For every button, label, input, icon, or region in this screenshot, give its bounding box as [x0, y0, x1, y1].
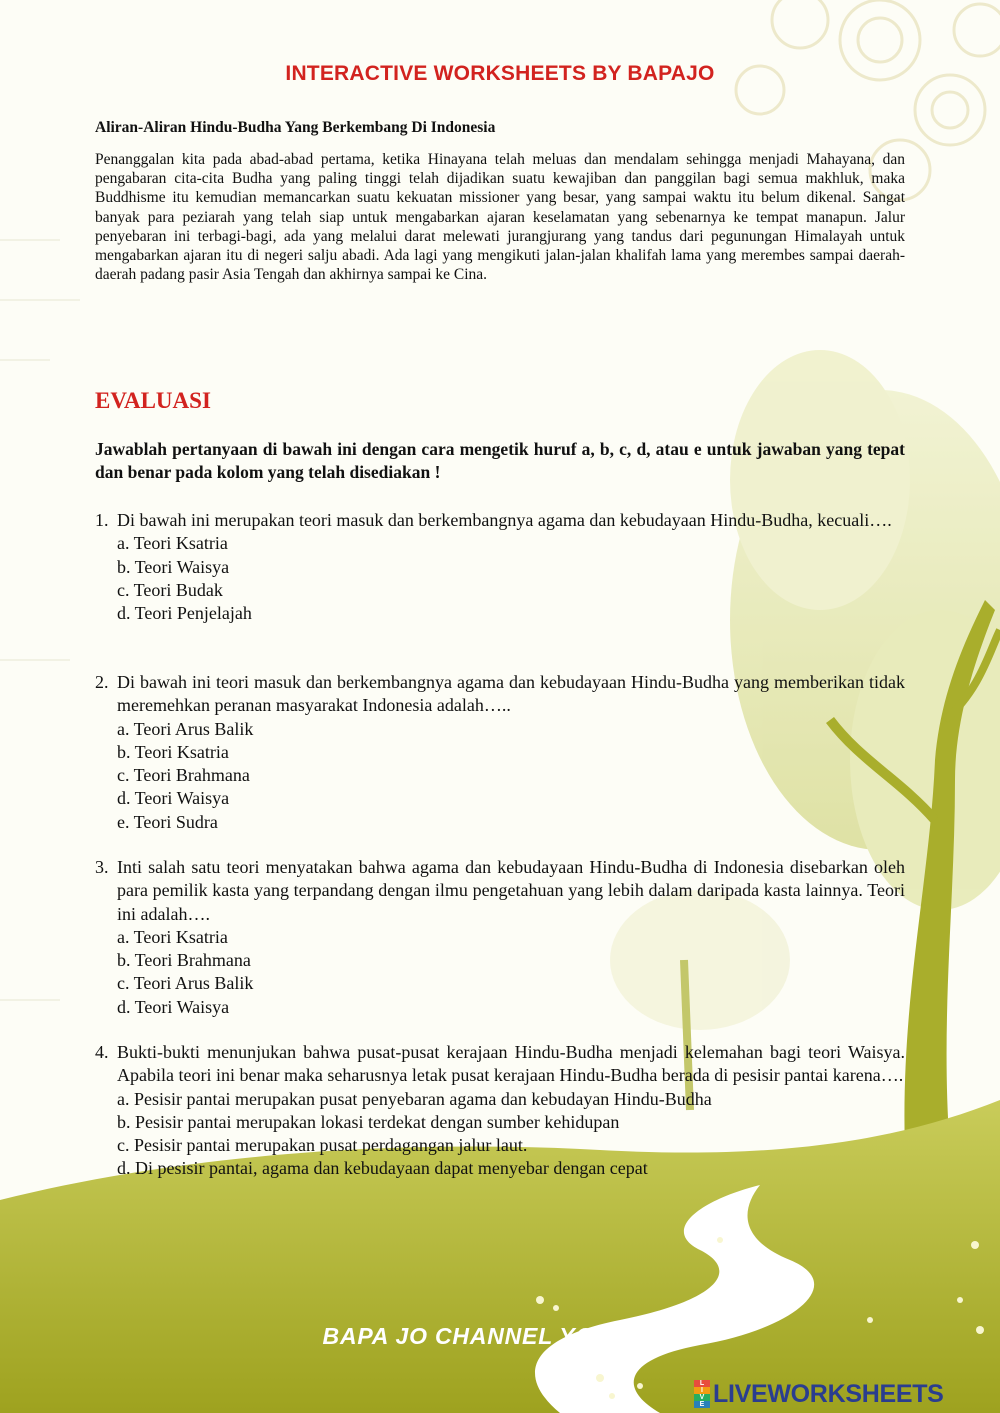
- question-1: [95, 509, 905, 625]
- option-b: b. Teori Ksatria: [117, 741, 229, 762]
- question-number: 2.: [95, 672, 109, 692]
- option-a: a. Teori Ksatria: [117, 926, 228, 947]
- option-d: d. Di pesisir pantai, agama dan kebudayaan dapat menyebar dengan cepat: [117, 1158, 648, 1179]
- badge-letter: L: [694, 1380, 710, 1387]
- badge-letter: V: [694, 1394, 710, 1401]
- option-d: d. Teori Waisya: [117, 788, 230, 809]
- option-d: d. Teori Waisya: [117, 996, 230, 1017]
- footer-channel-text: BAPA JO CHANNEL YOUTUBE: [322, 1323, 678, 1349]
- option-list: [95, 926, 905, 1019]
- badge-letter: I: [694, 1387, 710, 1394]
- option-b: b. Teori Waisya: [117, 556, 230, 577]
- reading-paragraph: Penanggalan kita pada abad-abad pertama, ketika Hinayana telah meluas dan mendalam sehingga menjadi Mahayana, dan pengabaran cita-cita Budha yang paling tinggi telah dijadikan suatu kewajiban dan panggilan bagi semua makhluk, maka Buddhisme itu kemudian memancarkan suatu kekuatan missioner yang besar, yang sampai waktu itu belum dikenal. Sangat banyak para peziarah yang telah siap untuk mengabarkan ajaran keselamatan yang sebenarnya ke tempat manapun. Jalur penyebaran ini terbagi-bagi, ada yang melalui darat melewati jurangjurang yang tandus dari pegunungan Himalayah untuk mengabarkan ajaran itu di negeri salju abadi. Ada lagi yang mengikuti jalan-jalan khalifah lama yang merembes sampai daerah-daerah padang pasir Asia Tengah dan akhirnya sampai ke Cina.: [95, 151, 905, 284]
- option-c: c. Pesisir pantai merupakan pusat perdagangan jalur laut.: [117, 1135, 528, 1156]
- question-4: [95, 1041, 905, 1181]
- evaluation-title: EVALUASI: [95, 388, 211, 413]
- option-d: d. Teori Penjelajah: [117, 603, 252, 624]
- question-text: Bukti-bukti menunjukan bahwa pusat-pusat kerajaan Hindu-Budha menjadi kelemahan bagi teori Waisya. Apabila teori ini benar maka seharusnya letak pusat kerajaan Hindu-Budha berada di pesisir pantai karena….: [117, 1042, 905, 1086]
- logo-text: LIVEWORKSHEETS: [713, 1379, 944, 1408]
- option-a: a. Teori Arus Balik: [117, 718, 254, 739]
- question-text: Di bawah ini merupakan teori masuk dan berkembangnya agama dan kebudayaan Hindu-Budha, kecuali….: [117, 510, 892, 530]
- liveworksheets-logo[interactable]: [694, 1380, 944, 1408]
- option-list: [95, 1088, 905, 1181]
- live-badge-icon: [694, 1380, 710, 1408]
- option-c: c. Teori Brahmana: [117, 765, 250, 786]
- option-c: c. Teori Arus Balik: [117, 973, 254, 994]
- option-b: b. Teori Brahmana: [117, 950, 251, 971]
- question-text: Inti salah satu teori menyatakan bahwa agama dan kebudayaan Hindu-Budha di Indonesia disebarkan oleh para pemilik kasta yang terpandang dengan ilmu pengetahuan yang lebih dalam daripada kasta lainnya. Teori ini adalah….: [117, 857, 905, 924]
- question-2: [95, 671, 905, 834]
- option-a: a. Teori Ksatria: [117, 533, 228, 554]
- question-number: 1.: [95, 510, 109, 530]
- option-a: a. Pesisir pantai merupakan pusat penyebaran agama dan kebudayan Hindu-Budha: [117, 1088, 712, 1109]
- question-number: 4.: [95, 1042, 109, 1062]
- question-number: 3.: [95, 857, 109, 877]
- option-b: b. Pesisir pantai merupakan lokasi terdekat dengan sumber kehidupan: [117, 1111, 620, 1132]
- option-c: c. Teori Budak: [117, 579, 223, 600]
- evaluation-instruction: Jawablah pertanyaan di bawah ini dengan cara mengetik huruf a, b, c, d, atau e untuk jawaban yang tepat dan benar pada kolom yang telah disediakan !: [95, 439, 905, 482]
- question-text: Di bawah ini teori masuk dan berkembangnya agama dan kebudayaan Hindu-Budha yang memberikan tidak meremehkan peranan masyarakat Indonesia adalah…..: [117, 672, 905, 716]
- option-list: [95, 718, 905, 834]
- option-list: [95, 532, 905, 625]
- option-e: e. Teori Sudra: [117, 811, 218, 832]
- badge-letter: E: [694, 1401, 710, 1408]
- reading-title: Aliran-Aliran Hindu-Budha Yang Berkembang Di Indonesia: [95, 119, 496, 136]
- question-3: [95, 856, 905, 1019]
- worksheet-header-title: INTERACTIVE WORKSHEETS BY BAPAJO: [285, 62, 715, 85]
